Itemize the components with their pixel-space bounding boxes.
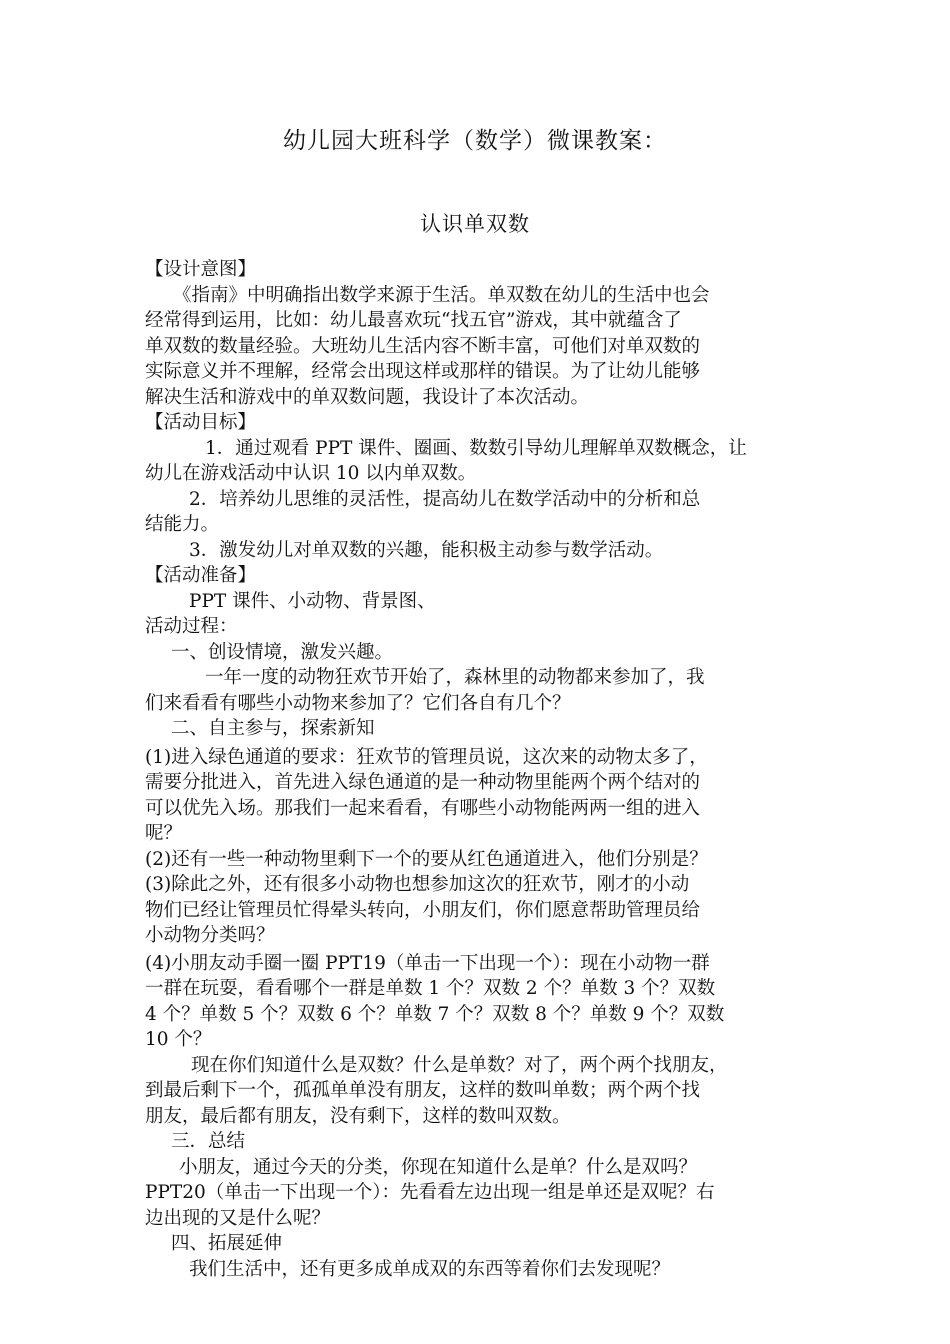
paragraph-line: (4)小朋友动手圈一圈 PPT19（单击一下出现一个）：现在小动物一群 [145, 952, 710, 974]
paragraph-line: 解决生活和游戏中的单双数问题，我设计了本次活动。 [145, 386, 590, 408]
step-heading-1: 一、创设情境，激发兴趣。 [171, 641, 394, 663]
paragraph-line: 边出现的又是什么呢？ [145, 1207, 331, 1229]
paragraph-line: 4 个？单数 5 个？双数 6 个？单数 7 个？双数 8 个？单数 9 个？双数 [145, 1003, 725, 1025]
objective-item-3: 3．激发幼儿对单双数的兴趣，能积极主动参与数学活动。 [189, 539, 664, 561]
paragraph-line: 小朋友，通过今天的分类，你现在知道什么是单？什么是双吗？ [179, 1156, 698, 1178]
paragraph-line: 现在你们知道什么是双数？什么是单数？对了，两个两个找朋友， [191, 1054, 728, 1076]
paragraph-line: 物们已经让管理员忙得晕头转向，小朋友们，你们愿意帮助管理员给 [145, 899, 701, 921]
paragraph-line: 10 个？ [145, 1029, 212, 1050]
paragraph-line: (2)还有一些一种动物里剩下一个的要从红色通道进入，他们分别是？ [145, 848, 708, 870]
paragraph-line: 到最后剩下一个，孤孤单单没有朋友，这样的数叫单数；两个两个找 [145, 1080, 701, 1101]
paragraph-line: 幼儿在游戏活动中认识 10 以内单双数。 [145, 463, 477, 484]
paragraph-line: 我们生活中，还有更多成单成双的东西等着你们去发现呢？ [189, 1258, 671, 1280]
step-heading-2: 二、自主参与，探索新知 [171, 718, 375, 739]
paragraph-line: 可以优先入场。那我们一起来看看，有哪些小动物能两两一组的进入 [145, 797, 701, 819]
objective-item-2: 2．培养幼儿思维的灵活性，提高幼儿在数学活动中的分析和总 [189, 488, 701, 510]
section-heading-preparation: 【活动准备】 [145, 565, 257, 586]
paragraph-line: (1)进入绿色通道的要求：狂欢节的管理员说，这次来的动物太多了， [145, 746, 708, 768]
paragraph-line: 《指南》中明确指出数学来源于生活。单双数在幼儿的生活中也会 [173, 284, 710, 306]
section-heading-design-intent: 【设计意图】 [145, 259, 257, 280]
paragraph-line: 结能力。 [145, 514, 220, 535]
document-title: 幼儿园大班科学（数学）微课教案： [283, 128, 667, 154]
paragraph-line: (3)除此之外，还有很多小动物也想参加这次的狂欢节，刚才的小动 [145, 874, 690, 895]
objective-item-1: 1．通过观看 PPT 课件、圈画、数数引导幼儿理解单双数概念，让 [205, 437, 747, 459]
paragraph-line: 单双数的数量经验。大班幼儿生活内容不断丰富，可他们对单双数的 [145, 335, 701, 357]
section-heading-process: 活动过程： [145, 616, 238, 637]
paragraph-line: 需要分批进入，首先进入绿色通道的是一种动物里能两个两个结对的 [145, 772, 701, 793]
section-heading-objectives: 【活动目标】 [145, 412, 257, 433]
paragraph-line: PPT20（单击一下出现一个）：先看看左边出现一组是单还是双呢？右 [145, 1182, 715, 1203]
paragraph-line: 小动物分类吗？ [145, 925, 275, 946]
paragraph-line: 们来看看有哪些小动物来参加了？它们各自有几个？ [145, 692, 571, 714]
paragraph-line: 朋友，最后都有朋友，没有剩下，这样的数叫双数。 [145, 1105, 571, 1127]
paragraph-line: 一年一度的动物狂欢节开始了，森林里的动物都来参加了，我 [205, 667, 705, 688]
step-heading-4: 四、拓展延伸 [171, 1233, 283, 1254]
preparation-text: PPT 课件、小动物、背景图、 [189, 590, 436, 612]
paragraph-line: 经常得到运用，比如：幼儿最喜欢玩“找五官”游戏，其中就蕴含了 [145, 310, 682, 331]
step-heading-3: 三．总结 [171, 1131, 246, 1152]
paragraph-line: 呢？ [145, 823, 183, 844]
paragraph-line: 实际意义并不理解，经常会出现这样或那样的错误。为了让幼儿能够 [145, 361, 701, 382]
document-subtitle: 认识单双数 [420, 212, 530, 236]
document-body [145, 257, 835, 1282]
paragraph-line: 一群在玩耍，看看哪个一群是单数 1 个？双数 2 个？单数 3 个？双数 [145, 978, 716, 999]
